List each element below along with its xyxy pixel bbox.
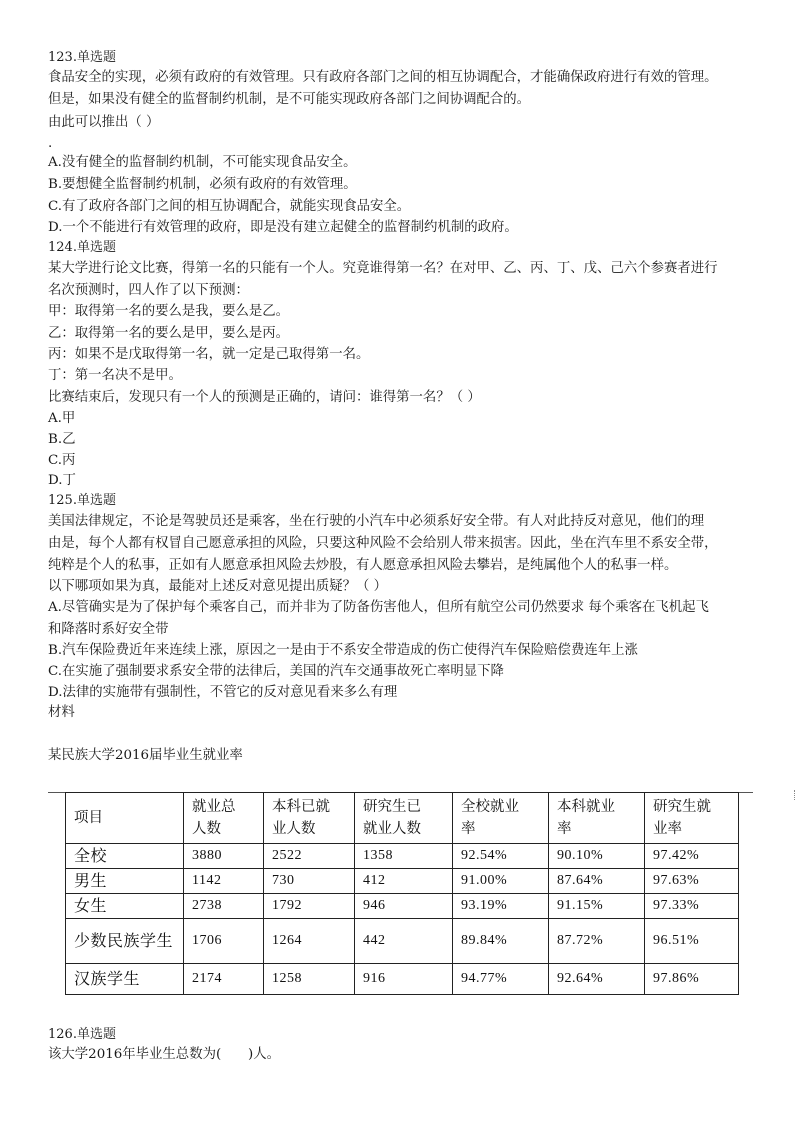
- table-cell: 1706: [184, 919, 264, 964]
- question-124-stem-line: 丙：如果不是戊取得第一名，就一定是己取得第一名。: [48, 347, 370, 362]
- table-cell: 1142: [184, 869, 264, 894]
- table-header-cell: [453, 793, 549, 844]
- table-cell: 94.77%: [453, 964, 549, 995]
- table-cell: 946: [355, 894, 453, 919]
- question-124-stem-line: 比赛结束后，发现只有一个人的预测是正确的，请问：谁得第一名？（ ）: [48, 390, 481, 405]
- question-123-stem-line: .: [48, 136, 53, 151]
- table-cell: 412: [355, 869, 453, 894]
- table-row: [66, 869, 739, 894]
- table-cell: 442: [355, 919, 453, 964]
- table-row: [66, 964, 739, 995]
- table-cell: 2738: [184, 894, 264, 919]
- header-text: 项目: [74, 810, 103, 826]
- table-cell: 96.51%: [645, 919, 739, 964]
- header-text-line2: 率: [461, 821, 476, 837]
- table-edge-mark: [794, 790, 795, 800]
- table-cell: 97.86%: [645, 964, 739, 995]
- question-125-stem-line: 纯粹是个人的私事，正如有人愿意承担风险去炒股，有人愿意承担风险去攀岩，是纯属他个人的私事一样。: [48, 558, 678, 573]
- table-row-label: 全校: [66, 844, 184, 869]
- header-text-line1: 本科就业: [557, 799, 615, 815]
- question-123-option-c: C.有了政府各部门之间的相互协调配合，就能实现食品安全。: [48, 199, 411, 214]
- table-row-label: 男生: [66, 869, 184, 894]
- table-row: [66, 844, 739, 869]
- table-row: [66, 919, 739, 964]
- header-text-line2: 就业人数: [363, 821, 421, 837]
- question-125-option-d: D.法律的实施带有强制性，不管它的反对意见看来多么有理: [48, 685, 398, 700]
- table-cell: 97.42%: [645, 844, 739, 869]
- table-cell: 1358: [355, 844, 453, 869]
- table-cell: 89.84%: [453, 919, 549, 964]
- header-text-line2: 业率: [653, 821, 682, 837]
- table-cell: 87.72%: [549, 919, 645, 964]
- question-123-stem-line: 但是，如果没有健全的监督制约机制，是不可能实现政府各部门之间协调配合的。: [48, 92, 531, 107]
- table-cell: 92.54%: [453, 844, 549, 869]
- table-cell: 1792: [264, 894, 355, 919]
- question-124-stem-line: 丁：第一名决不是甲。: [48, 368, 182, 383]
- table-cell: 87.64%: [549, 869, 645, 894]
- table-cell: 730: [264, 869, 355, 894]
- table-header-cell: [645, 793, 739, 844]
- question-124-option-b: B.乙: [48, 432, 76, 447]
- table-cell: 91.00%: [453, 869, 549, 894]
- table-header-cell: [264, 793, 355, 844]
- question-125-header: 125.单选题: [48, 493, 116, 508]
- header-text-line1: 全校就业: [461, 799, 519, 815]
- table-header-cell: [355, 793, 453, 844]
- question-125-option-c: C.在实施了强制要求系安全带的法律后，美国的汽车交通事故死亡率明显下降: [48, 664, 504, 679]
- header-text-line1: 就业总: [192, 799, 236, 815]
- question-124-stem-line: 某大学进行论文比赛，得第一名的只能有一个人。究竟谁得第一名？在对甲、乙、丙、丁、戊、己六个参赛者进行: [48, 261, 718, 276]
- table-header-cell: [184, 793, 264, 844]
- question-126-stem-line: 该大学2016年毕业生总数为( )人。: [48, 1047, 280, 1062]
- header-text-line1: 研究生已: [363, 799, 421, 815]
- question-123-option-a: A.没有健全的监督制约机制，不可能实现食品安全。: [48, 155, 357, 170]
- table-cell: 91.15%: [549, 894, 645, 919]
- table-row-label: 汉族学生: [66, 964, 184, 995]
- table-cell: 1258: [264, 964, 355, 995]
- question-123-header: 123.单选题: [48, 50, 116, 65]
- question-123-option-d: D.一个不能进行有效管理的政府，即是没有建立起健全的监督制约机制的政府。: [48, 220, 518, 235]
- question-125-option-b: B.汽车保险费近年来连续上涨，原因之一是由于不系安全带造成的伤亡使得汽车保险赔偿费连年上涨: [48, 643, 638, 658]
- question-125-option-a: A.尽管确实是为了保护每个乘客自己，而并非为了防备伤害他人，但所有航空公司仍然要求 每个乘客在飞机起飞: [48, 600, 709, 615]
- table-cell: 90.10%: [549, 844, 645, 869]
- table-row-label: 少数民族学生: [66, 919, 184, 964]
- table-cell: 3880: [184, 844, 264, 869]
- question-125-stem-line: 以下哪项如果为真，最能对上述反对意见提出质疑？（ ）: [48, 579, 388, 594]
- table-cell: 97.33%: [645, 894, 739, 919]
- question-124-option-c: C.丙: [48, 453, 76, 468]
- question-125-stem-line: 美国法律规定，不论是驾驶员还是乘客，坐在行驶的小汽车中必须系好安全带。有人对此持反对意见，他们的理: [48, 514, 705, 529]
- header-text-line1: 本科已就: [272, 799, 330, 815]
- question-124-option-a: A.甲: [48, 411, 76, 426]
- question-125-option-a-cont: 和降落时系好安全带: [48, 622, 169, 637]
- table-cell: 97.63%: [645, 869, 739, 894]
- question-123-stem-line: 由此可以推出（ ）: [48, 115, 160, 130]
- question-123-option-b: B.要想健全监督制约机制，必须有政府的有效管理。: [48, 177, 357, 192]
- table-cell: 916: [355, 964, 453, 995]
- table-cell: 2174: [184, 964, 264, 995]
- table-cell: 2522: [264, 844, 355, 869]
- header-text-line2: 业人数: [272, 821, 316, 837]
- question-124-stem-line: 名次预测时，四人作了以下预测：: [48, 283, 249, 298]
- table-cell: 92.64%: [549, 964, 645, 995]
- question-123-stem-line: 食品安全的实现，必须有政府的有效管理。只有政府各部门之间的相互协调配合，才能确保政府进行有效的管理。: [48, 70, 718, 85]
- employment-table: [65, 792, 739, 995]
- table-cell: 1264: [264, 919, 355, 964]
- question-125-stem-line: 由是，每个人都有权冒自己愿意承担的风险，只要这种风险不会给别人带来损害。因此，坐在汽车里不系安全带，: [48, 536, 718, 551]
- table-row-label: 女生: [66, 894, 184, 919]
- question-126-header: 126.单选题: [48, 1027, 116, 1042]
- material-label: 材料: [48, 705, 75, 720]
- header-text-line2: 率: [557, 821, 572, 837]
- question-124-stem-line: 甲：取得第一名的要么是我，要么是乙。: [48, 304, 290, 319]
- table-title: 某民族大学2016届毕业生就业率: [48, 748, 243, 763]
- question-124-option-d: D.丁: [48, 473, 76, 488]
- table-cell: 93.19%: [453, 894, 549, 919]
- table-row: [66, 894, 739, 919]
- table-header-row: [66, 793, 739, 844]
- question-124-header: 124.单选题: [48, 240, 116, 255]
- table-header-cell: [549, 793, 645, 844]
- header-text-line2: 人数: [192, 821, 221, 837]
- header-text-line1: 研究生就: [653, 799, 711, 815]
- table-header-cell: [66, 793, 184, 844]
- question-124-stem-line: 乙：取得第一名的要么是甲，要么是丙。: [48, 326, 290, 341]
